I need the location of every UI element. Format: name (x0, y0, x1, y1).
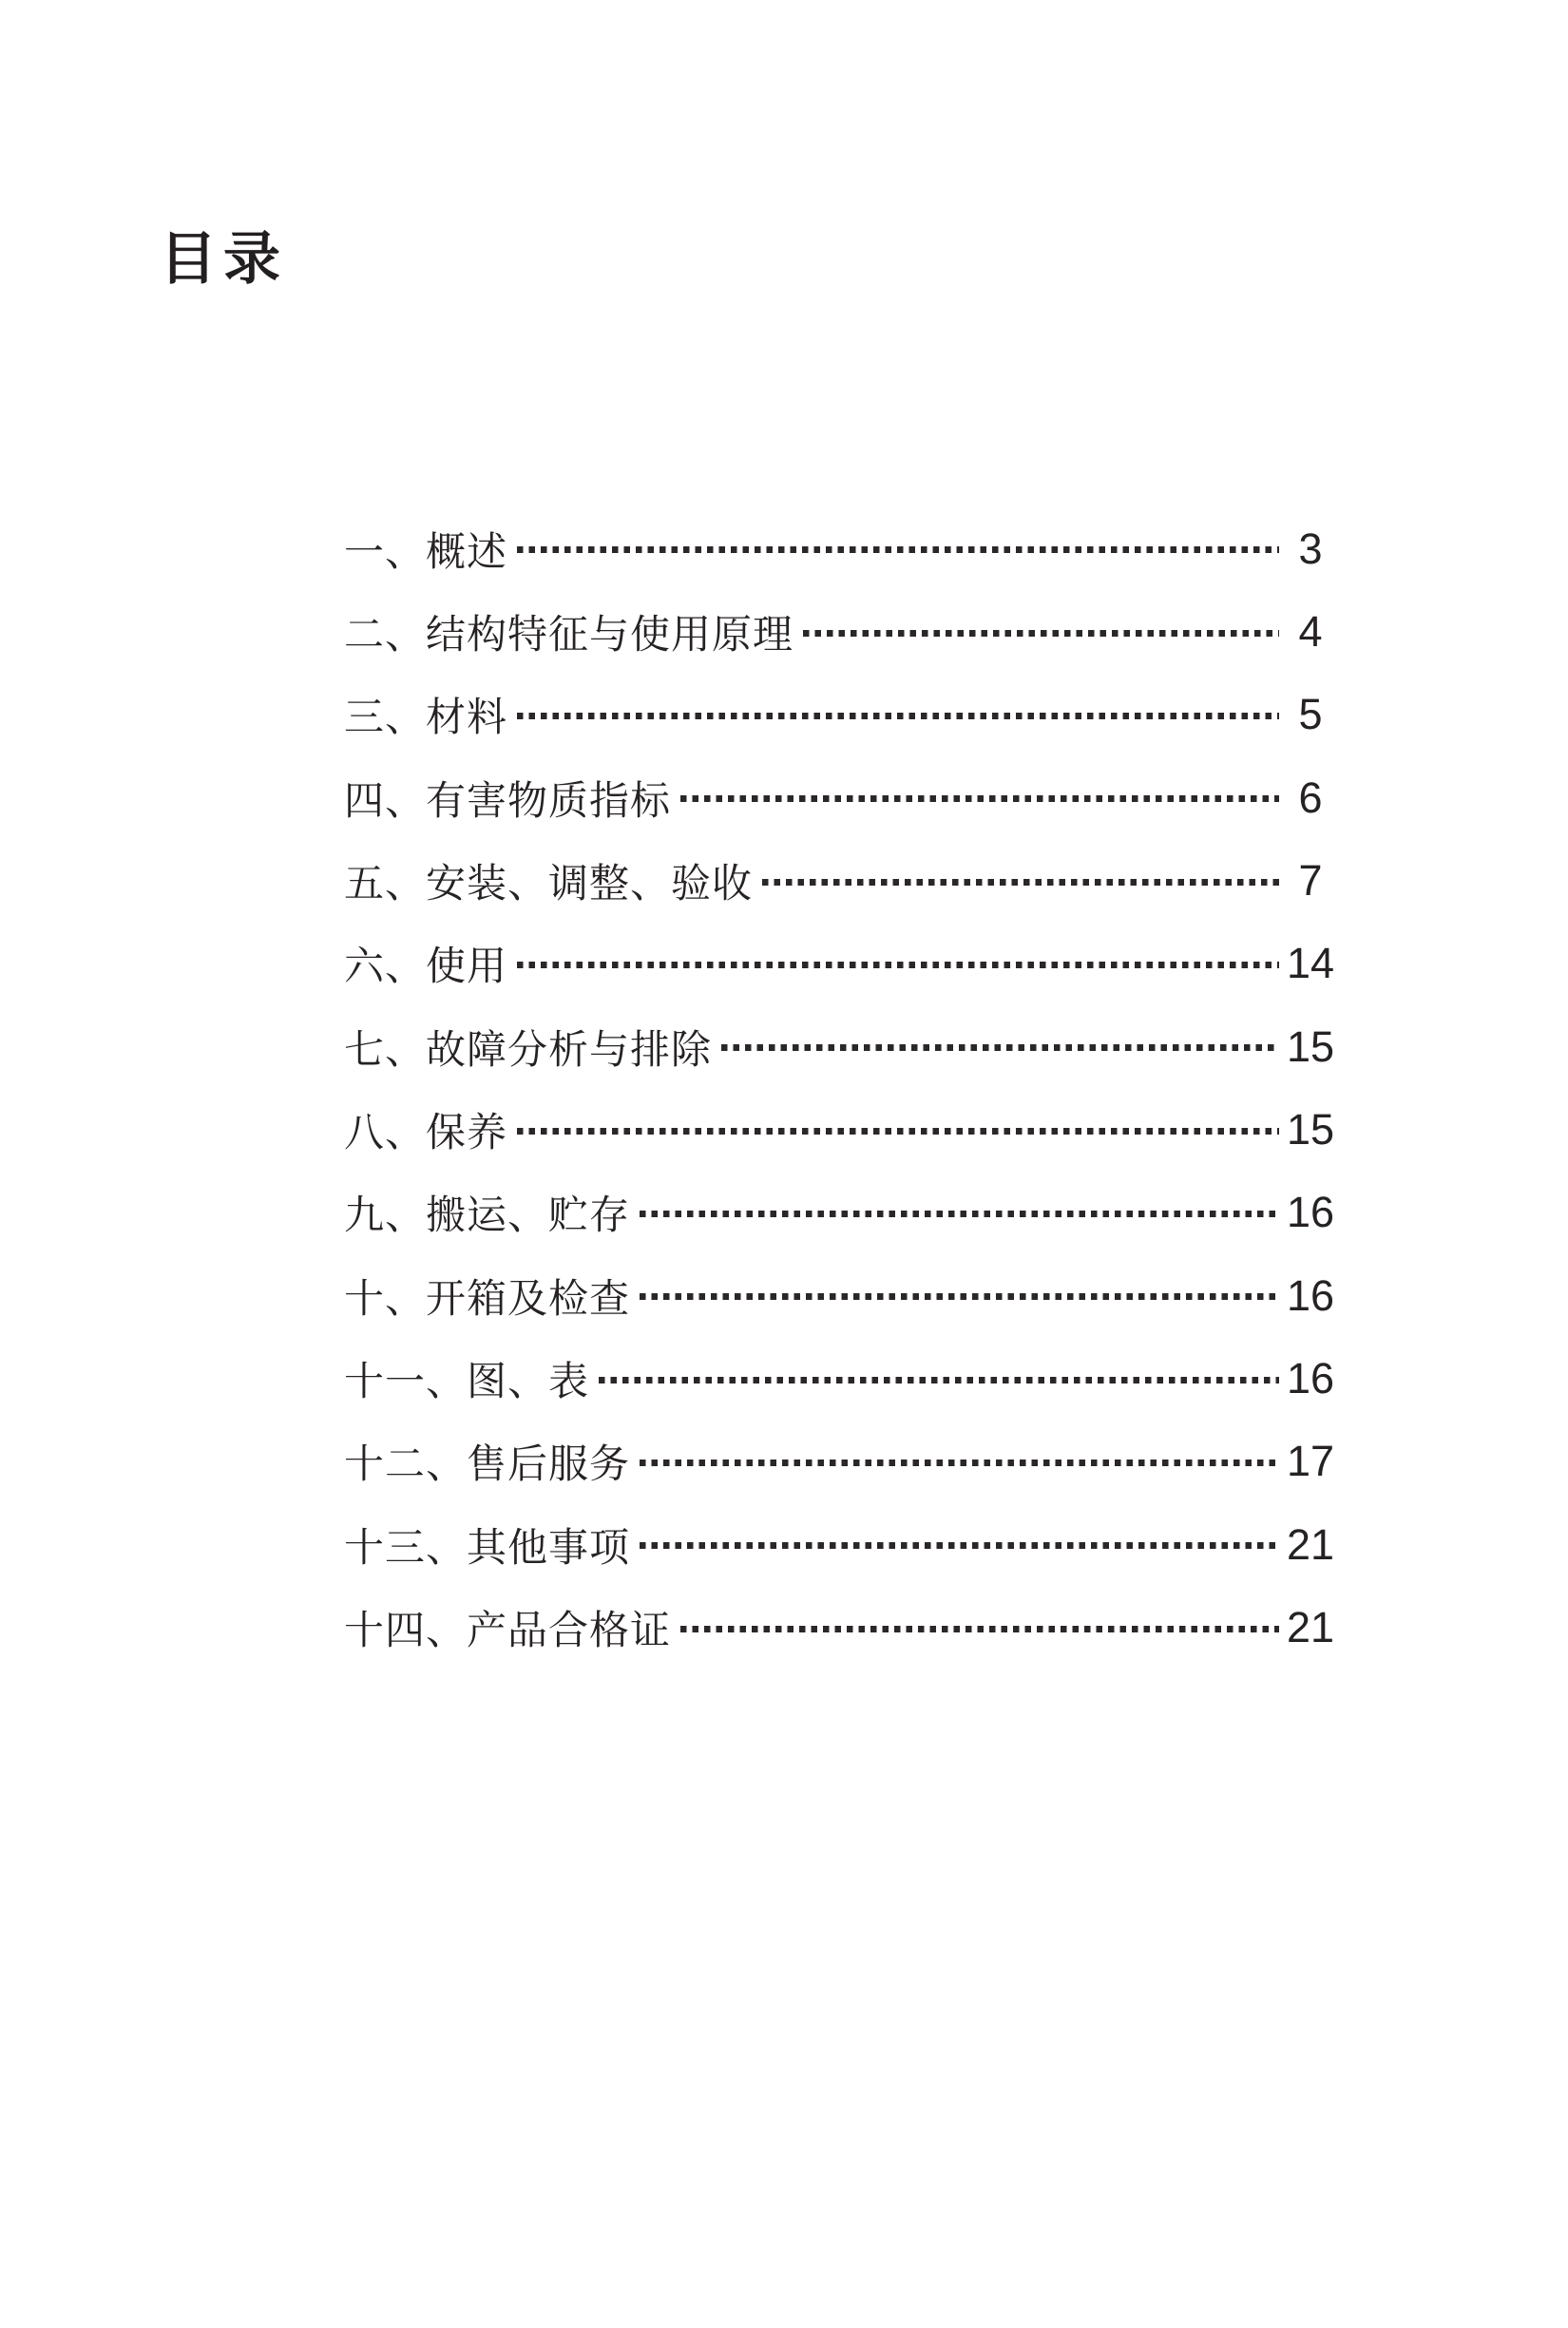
toc-entry-page: 6 (1298, 773, 1323, 822)
toc-entry-page: 16 (1286, 1188, 1335, 1237)
toc-entry (344, 1172, 1338, 1254)
toc-entry (344, 923, 1338, 1005)
toc-entry-label: 五、安装、调整、验收 (344, 861, 754, 906)
toc-entry (344, 1005, 1338, 1088)
toc-entry-label: 七、故障分析与排除 (344, 1026, 713, 1072)
toc-entry-page: 7 (1298, 856, 1323, 906)
toc-entry (344, 674, 1338, 756)
toc-entry-page: 4 (1298, 607, 1323, 657)
toc-entry (344, 756, 1338, 839)
toc-entry-label: 九、搬运、贮存 (344, 1193, 631, 1238)
toc-entry-label: 十三、其他事项 (344, 1524, 631, 1570)
toc-entry (344, 1337, 1338, 1420)
dot-leader (640, 1542, 1279, 1549)
toc-entry-label: 六、使用 (344, 944, 508, 989)
toc-entry-label: 八、保养 (344, 1110, 508, 1155)
toc-entry-label: 三、材料 (344, 695, 508, 740)
toc-entry-label: 二、结构特征与使用原理 (344, 612, 794, 658)
toc-entry-page: 15 (1286, 1105, 1335, 1154)
toc-entry-page: 16 (1286, 1354, 1335, 1403)
toc-entry-page: 5 (1298, 690, 1323, 739)
toc-entry (344, 1088, 1338, 1171)
toc-entry-label: 十一、图、表 (344, 1359, 590, 1404)
toc-entry-page: 16 (1286, 1270, 1335, 1320)
dot-leader (640, 1460, 1279, 1466)
dot-leader (721, 1044, 1279, 1051)
toc-entry-label: 四、有害物质指标 (344, 777, 672, 823)
toc-entry (344, 1586, 1338, 1669)
dot-leader (599, 1377, 1279, 1383)
dot-leader (680, 1626, 1279, 1632)
toc-entry-page: 21 (1286, 1603, 1335, 1652)
dot-leader (640, 1293, 1279, 1300)
dot-leader (762, 879, 1279, 886)
dot-leader (680, 795, 1279, 802)
page-title: 目录 (160, 227, 287, 291)
toc-entry (344, 839, 1338, 922)
toc-entry (344, 1421, 1338, 1503)
toc-entry-page: 14 (1286, 939, 1335, 988)
toc-entry-page: 3 (1298, 524, 1323, 573)
dot-leader (640, 1211, 1279, 1217)
dot-leader (517, 962, 1279, 968)
toc-entry (344, 590, 1338, 673)
toc-entry-label: 十四、产品合格证 (344, 1608, 672, 1653)
dot-leader (517, 1128, 1279, 1135)
toc-list (344, 507, 1338, 1670)
toc-entry-label: 十二、售后服务 (344, 1441, 631, 1487)
toc-entry-label: 一、概述 (344, 528, 508, 574)
toc-entry (344, 1503, 1338, 1586)
dot-leader (803, 630, 1279, 637)
dot-leader (517, 713, 1279, 719)
toc-entry (344, 507, 1338, 590)
toc-entry-label: 十、开箱及检查 (344, 1275, 631, 1321)
toc-entry-page: 15 (1286, 1021, 1335, 1071)
toc-entry-page: 21 (1286, 1519, 1335, 1569)
toc-entry (344, 1254, 1338, 1337)
dot-leader (517, 546, 1279, 553)
toc-entry-page: 17 (1286, 1437, 1335, 1486)
